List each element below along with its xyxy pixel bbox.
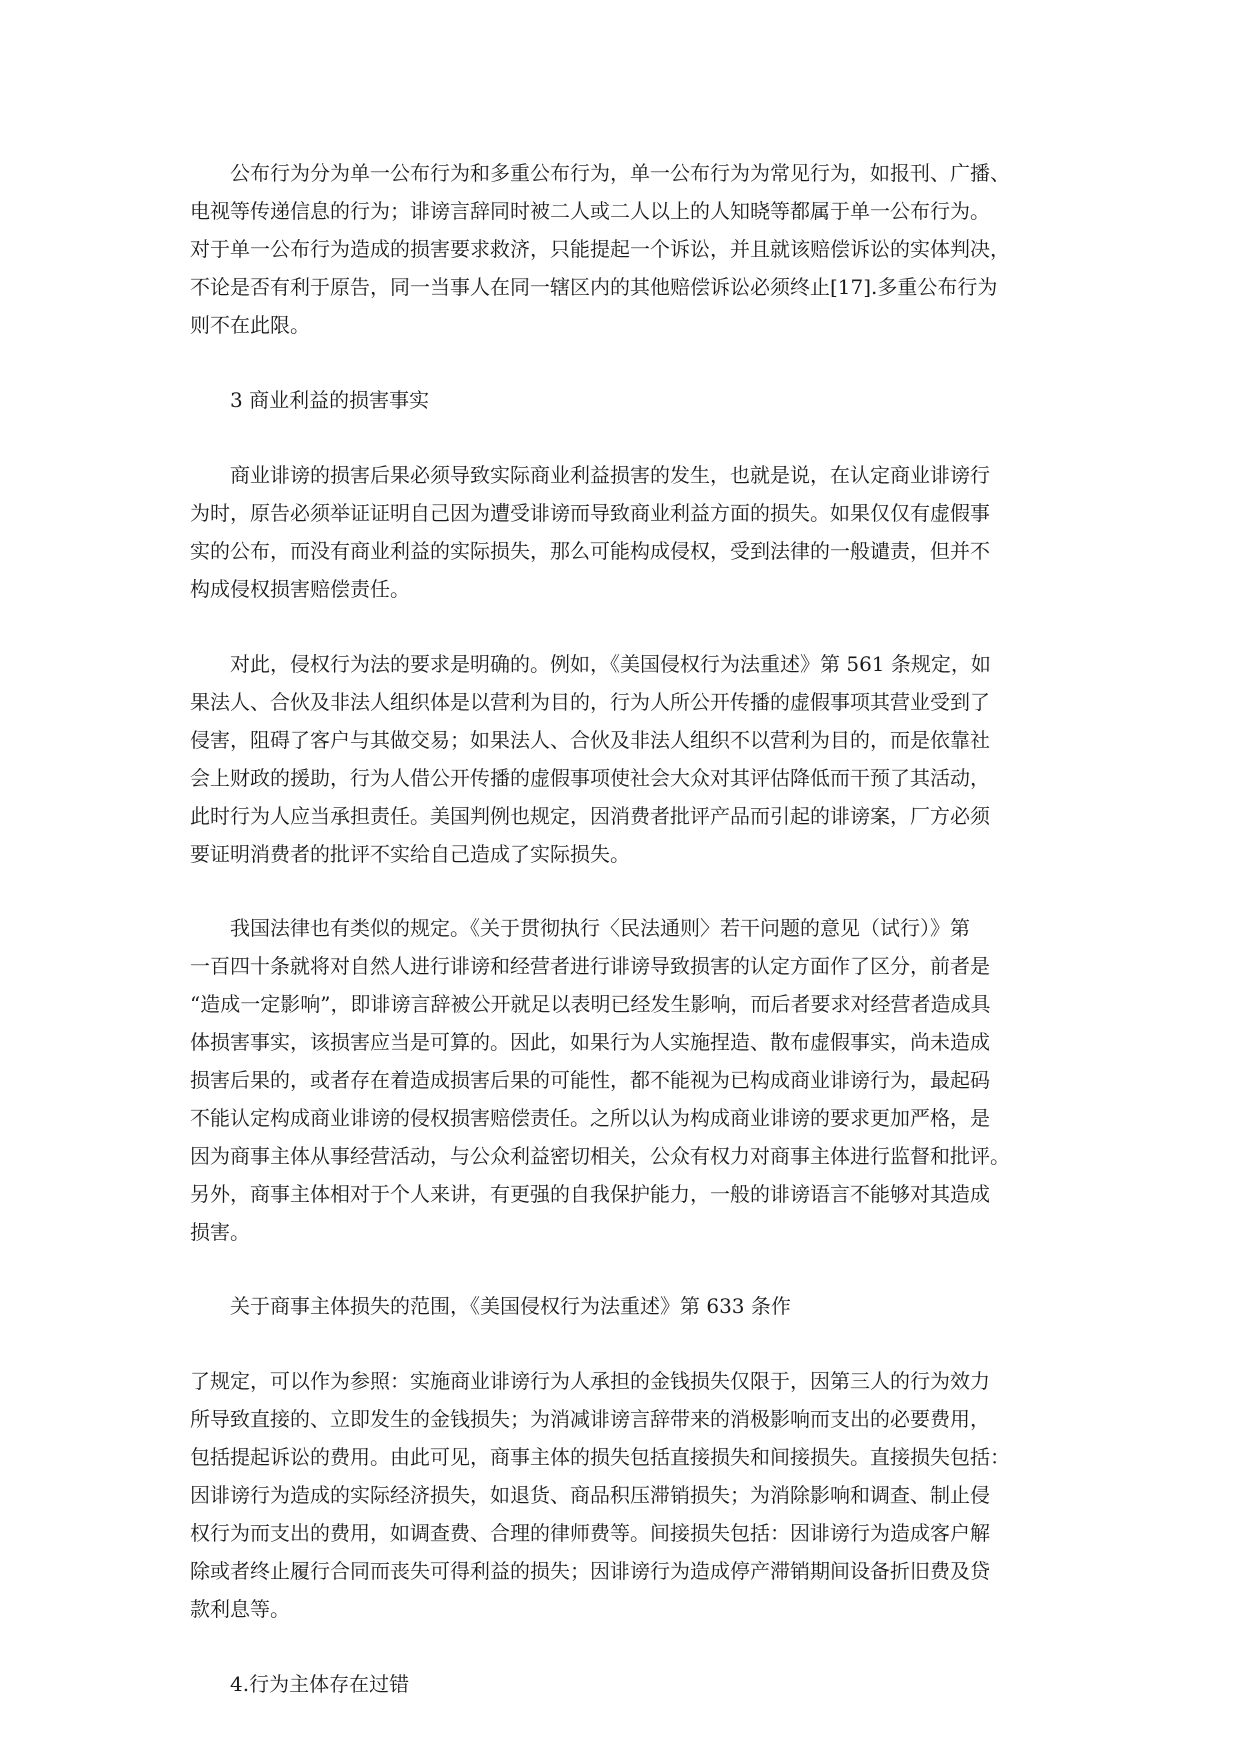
p1-line-1: 公布行为分为单一公布行为和多重公布行为，单一公布行为为常见行为，如报刊、广播、	[230, 161, 1010, 185]
p6-line-6: 除或者终止履行合同而丧失可得利益的损失；因诽谤行为造成停产滞销期间设备折旧费及贷	[190, 1559, 990, 1583]
p3-line-4: 会上财政的援助，行为人借公开传播的虚假事项使社会大众对其评估降低而干预了其活动，	[190, 766, 990, 790]
p1-line-3: 对于单一公布行为造成的损害要求救济，只能提起一个诉讼，并且就该赔偿诉讼的实体判决，	[190, 237, 1010, 261]
p5-line-1: 关于商事主体损失的范围，《美国侵权行为法重述》第 633 条作	[230, 1294, 791, 1318]
p6-line-7: 款利息等。	[190, 1597, 290, 1621]
p6-line-4: 因诽谤行为造成的实际经济损失，如退货、商品积压滞销损失；为消除影响和调查、制止侵	[190, 1483, 990, 1507]
section-heading-3: 3 商业利益的损害事实	[230, 388, 430, 412]
p1-line-2: 电视等传递信息的行为；诽谤言辞同时被二人或二人以上的人知晓等都属于单一公布行为。	[190, 199, 990, 223]
p6-line-3: 包括提起诉讼的费用。由此可见，商事主体的损失包括直接损失和间接损失。直接损失包括：	[190, 1445, 1010, 1469]
p2-line-4: 构成侵权损害赔偿责任。	[190, 577, 410, 601]
p4-line-8: 另外，商事主体相对于个人来讲，有更强的自我保护能力，一般的诽谤语言不能够对其造成	[190, 1182, 990, 1206]
p2-line-3: 实的公布，而没有商业利益的实际损失，那么可能构成侵权，受到法律的一般谴责，但并不	[190, 539, 990, 563]
p3-line-2: 果法人、合伙及非法人组织体是以营利为目的，行为人所公开传播的虚假事项其营业受到了	[190, 690, 990, 714]
p3-line-6: 要证明消费者的批评不实给自己造成了实际损失。	[190, 842, 630, 866]
p4-line-4: 体损害事实，该损害应当是可算的。因此，如果行为人实施捏造、散布虚假事实，尚未造成	[190, 1030, 990, 1054]
p4-line-1: 我国法律也有类似的规定。《关于贯彻执行〈民法通则〉若干问题的意见（试行）》第	[230, 916, 970, 940]
p6-line-2: 所导致直接的、立即发生的金钱损失；为消减诽谤言辞带来的消极影响而支出的必要费用，	[190, 1407, 990, 1431]
p6-line-1: 了规定，可以作为参照：实施商业诽谤行为人承担的金钱损失仅限于，因第三人的行为效力	[190, 1369, 990, 1393]
section-heading-4: 4.行为主体存在过错	[230, 1672, 410, 1696]
p2-line-2: 为时，原告必须举证证明自己因为遭受诽谤而导致商业利益方面的损失。如果仅仅有虚假事	[190, 501, 990, 525]
p3-line-1: 对此，侵权行为法的要求是明确的。例如，《美国侵权行为法重述》第 561 条规定，如	[230, 652, 991, 676]
p4-line-5: 损害后果的，或者存在着造成损害后果的可能性，都不能视为已构成商业诽谤行为，最起码	[190, 1068, 990, 1092]
p3-line-3: 侵害，阻碍了客户与其做交易；如果法人、合伙及非法人组织不以营利为目的，而是依靠社	[190, 728, 990, 752]
p2-line-1: 商业诽谤的损害后果必须导致实际商业利益损害的发生，也就是说，在认定商业诽谤行	[230, 463, 990, 487]
p1-line-4: 不论是否有利于原告，同一当事人在同一辖区内的其他赔偿诉讼必须终止[17].多重公布行为	[190, 275, 998, 299]
p4-line-7: 因为商事主体从事经营活动，与公众利益密切相关，公众有权力对商事主体进行监督和批评。	[190, 1144, 1010, 1168]
p4-line-6: 不能认定构成商业诽谤的侵权损害赔偿责任。之所以认为构成商业诽谤的要求更加严格，是	[190, 1106, 990, 1130]
p6-line-5: 权行为而支出的费用，如调查费、合理的律师费等。间接损失包括：因诽谤行为造成客户解	[190, 1521, 990, 1545]
p3-line-5: 此时行为人应当承担责任。美国判例也规定，因消费者批评产品而引起的诽谤案，厂方必须	[190, 804, 990, 828]
p1-line-5: 则不在此限。	[190, 313, 310, 337]
p4-line-9: 损害。	[190, 1220, 250, 1244]
p4-line-2: 一百四十条就将对自然人进行诽谤和经营者进行诽谤导致损害的认定方面作了区分，前者是	[190, 954, 990, 978]
p4-line-3: “造成一定影响”，即诽谤言辞被公开就足以表明已经发生影响，而后者要求对经营者造成具	[190, 992, 991, 1016]
